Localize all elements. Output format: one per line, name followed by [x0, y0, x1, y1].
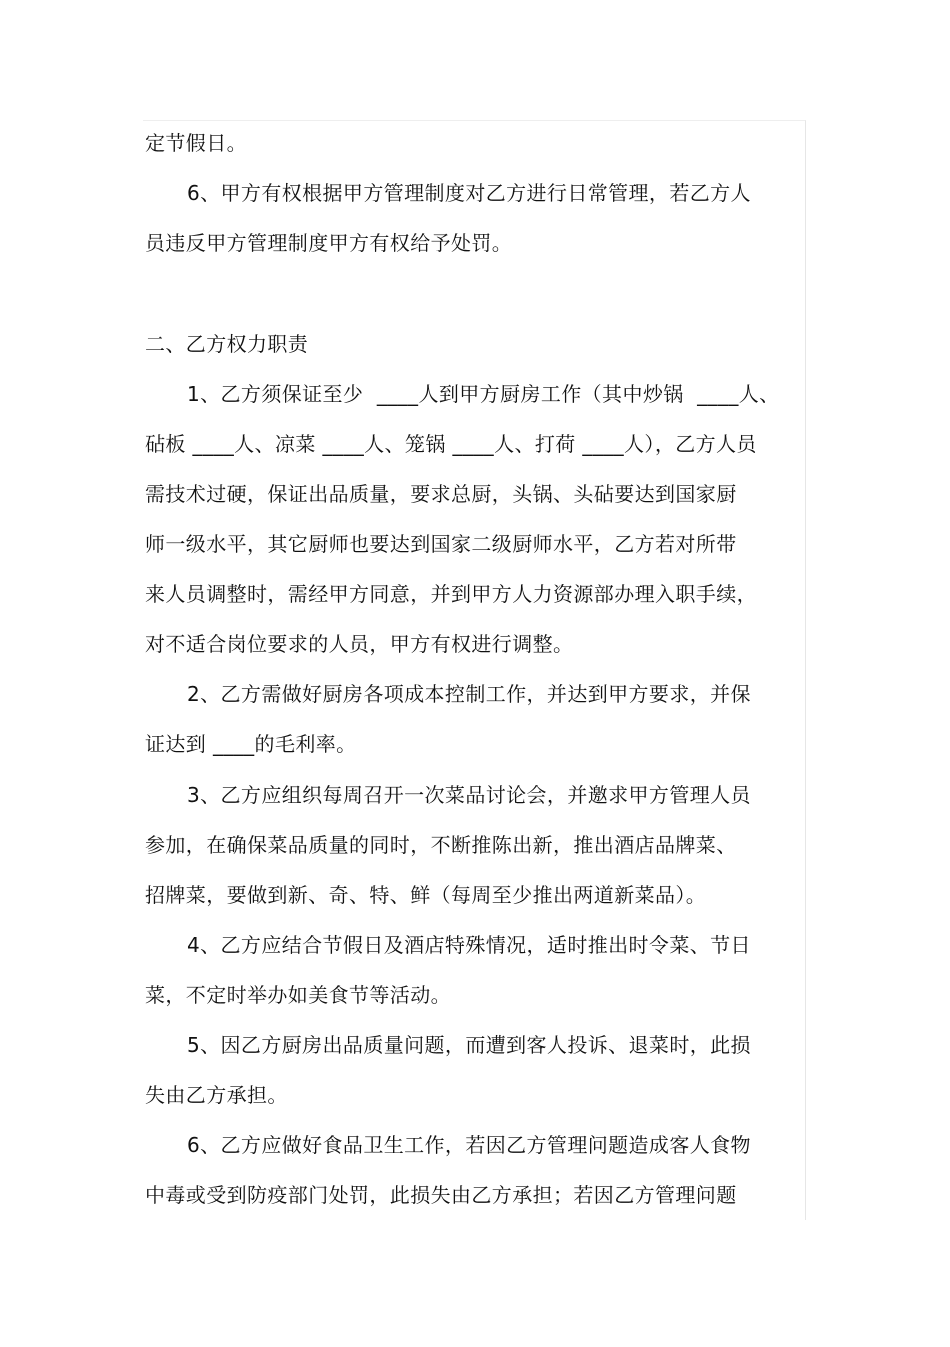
- clause-1-line-6: 对不适合岗位要求的人员，甲方有权进行调整。: [145, 632, 574, 656]
- clause-2-line-2: 证达到 ____的毛利率。: [145, 732, 357, 756]
- clause-3-line-1: 3、乙方应组织每周召开一次菜品讨论会，并邀求甲方管理人员: [187, 783, 751, 807]
- clause-6-line-2: 员违反甲方管理制度甲方有权给予处罚。: [145, 231, 513, 255]
- clause-1-line-4: 师一级水平，其它厨师也要达到国家二级厨师水平，乙方若对所带: [145, 532, 737, 556]
- clause-1-line-5: 来人员调整时，需经甲方同意，并到甲方人力资源部办理入职手续，: [145, 582, 757, 606]
- clause-6b-line-1: 6、乙方应做好食品卫生工作，若因乙方管理问题造成客人食物: [187, 1133, 751, 1157]
- clause-4-line-2: 菜，不定时举办如美食节等活动。: [145, 983, 451, 1007]
- clause-3-line-3: 招牌菜，要做到新、奇、特、鲜（每周至少推出两道新菜品）。: [145, 883, 707, 907]
- clause-1-line-3: 需技术过硬，保证出品质量，要求总厨，头锅、头砧要达到国家厨: [145, 482, 737, 506]
- clause-1-line-2: 砧板 ____人、凉菜 ____人、笼锅 ____人、打荷 ____人），乙方人员: [145, 432, 757, 456]
- clause-6-line-1: 6、甲方有权根据甲方管理制度对乙方进行日常管理，若乙方人: [187, 181, 751, 205]
- clause-5-line-1: 5、因乙方厨房出品质量问题，而遭到客人投诉、退菜时，此损: [187, 1033, 751, 1057]
- clause-4-line-1: 4、乙方应结合节假日及酒店特殊情况，适时推出时令菜、节日: [187, 933, 751, 957]
- clause-6b-line-2: 中毒或受到防疫部门处罚，此损失由乙方承担；若因乙方管理问题: [145, 1183, 737, 1207]
- text-line-1: 定节假日。: [145, 131, 247, 155]
- clause-5-line-2: 失由乙方承担。: [145, 1083, 288, 1107]
- clause-3-line-2: 参加，在确保菜品质量的同时，不断推陈出新，推出酒店品牌菜、: [145, 833, 737, 857]
- clause-2-line-1: 2、乙方需做好厨房各项成本控制工作，并达到甲方要求，并保: [187, 682, 751, 706]
- clause-1-line-1: 1、乙方须保证至少 ____人到甲方厨房工作（其中炒锅 ____人、: [187, 382, 780, 406]
- section-heading: 二、乙方权力职责: [145, 332, 309, 356]
